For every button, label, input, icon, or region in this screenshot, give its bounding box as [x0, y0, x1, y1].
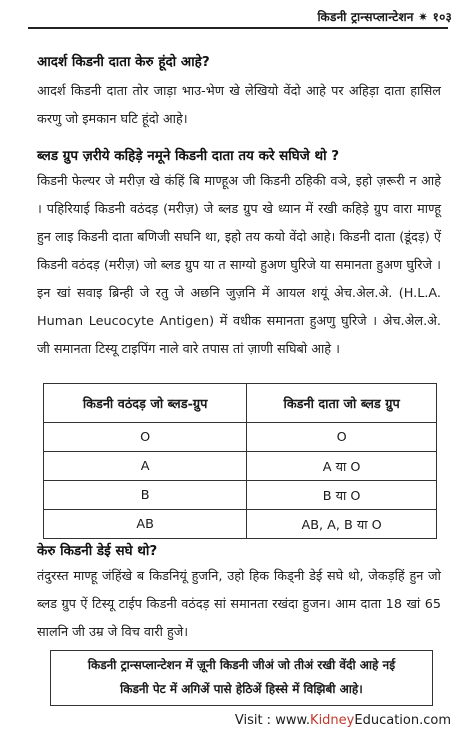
section-paragraph-ideal-donor: आदर्श किडनी दाता तोर जाड़ा भाउ-भेण खे लेखियो वेंदो आहे पर अहिड़ा दाता हासिल करणु जो इमकान घटि हूंदो आहे। [37, 84, 441, 127]
table-row [44, 423, 437, 452]
table-row [44, 452, 437, 481]
table-cell-donor: AB, A, B या O [247, 510, 437, 539]
table-cell-recipient: A [44, 452, 247, 481]
section-heading-ideal-donor: आदर्श किडनी दाता केरु हूंदो आहे? [37, 54, 210, 70]
note-line-2: किडनी पेट में अगिअें पासे हेठिअें हिस्से में विझिबी आहे। [120, 682, 363, 696]
table-row [44, 510, 437, 539]
table-cell-donor: O [247, 423, 437, 452]
table-header-donor: किडनी दाता जो ब्लड ग्रुप [247, 384, 437, 423]
footer-visit-label: Visit : [234, 713, 276, 728]
table-cell-recipient: B [44, 481, 247, 510]
table-cell-donor: A या O [247, 452, 437, 481]
blood-group-table [43, 383, 437, 539]
header-divider [28, 27, 448, 29]
section-paragraph-who-can-donate: तंदुरस्त माण्हू जंहिंखे ब किडनियूं हुजनि, उहो हिक किड्नी डेई सघे थो, जेकड़हिं हुन जो ब्लड ग्रुप ऐं टिस्यू टाईप किडनी वठंदड़ सां समानता रखंदा हुजन। आम दाता 18 खां 65 सालनि जी उम्र जे विच वारी हुजे। [37, 569, 441, 640]
section-heading-blood-group: ब्लड ग्रुप ज़रीये कहिड़े नमूने किडनी दाता तय करे सघिजे थो ? [37, 148, 340, 164]
section-paragraph-blood-group: किडनी फेल्यर जे मरीज़ खे कंहिं बि माण्हूअ जी किडनी ठहिकी वञे, इहो ज़रूरी न आहे । पहिरियाई किडनी वठंदड़ (मरीज़) जे ब्लड ग्रुप खे ध्यान में रखी कहिड़े ग्रुप वारा माण्हू हुन लाइ किडनी दाता बणिजी सघनि था, इहो तय कयो वेंदो आहे। किडनी दाता (डूंदड़) ऐं किडनी वठंदड़ (मरीज़) जो ब्लड ग्रुप या त साग्यो हुअण घुरिजे या समानता हुअण घुरिजे । इन खां सवाइ ब्रिन्ही जे रतु जे अछनि जुज़नि में आयल शयूं अेच.अेल.अे. (H.L.A. Human Leucocyte Antigen) में वधीक समानता हुअणु घुरिजे । अेच.अेल.अे. जी समानता टिस्यू टाइपिंग नाले वारे तपास तां ज़ाणी सघिबो आहे । [37, 174, 441, 357]
note-line-1: किडनी ट्रान्सप्लान्टेशन में ज़ूनी किडनी जीअं जो तीअं रखी वेंदी आहे नई [87, 658, 396, 672]
table-row [44, 481, 437, 510]
table-header-recipient: किडनी वठंदड़ जो ब्लड-ग्रुप [44, 384, 247, 423]
footer-url-www: www. [275, 713, 311, 728]
table-cell-recipient: O [44, 423, 247, 452]
note-box [50, 650, 433, 706]
table-header-row [44, 384, 437, 423]
table-cell-recipient: AB [44, 510, 247, 539]
table-cell-donor: B या O [247, 481, 437, 510]
footer-url-brand: Kidney [310, 713, 355, 728]
footer-url-domain: Education.com [354, 713, 451, 728]
page-header-title: किडनी ट्रान्सप्लान्टेशन ✷ १०३ [317, 10, 452, 24]
footer-website[interactable] [235, 713, 451, 728]
section-heading-who-can-donate: केरु किडनी डेई सघे थो? [37, 543, 158, 559]
